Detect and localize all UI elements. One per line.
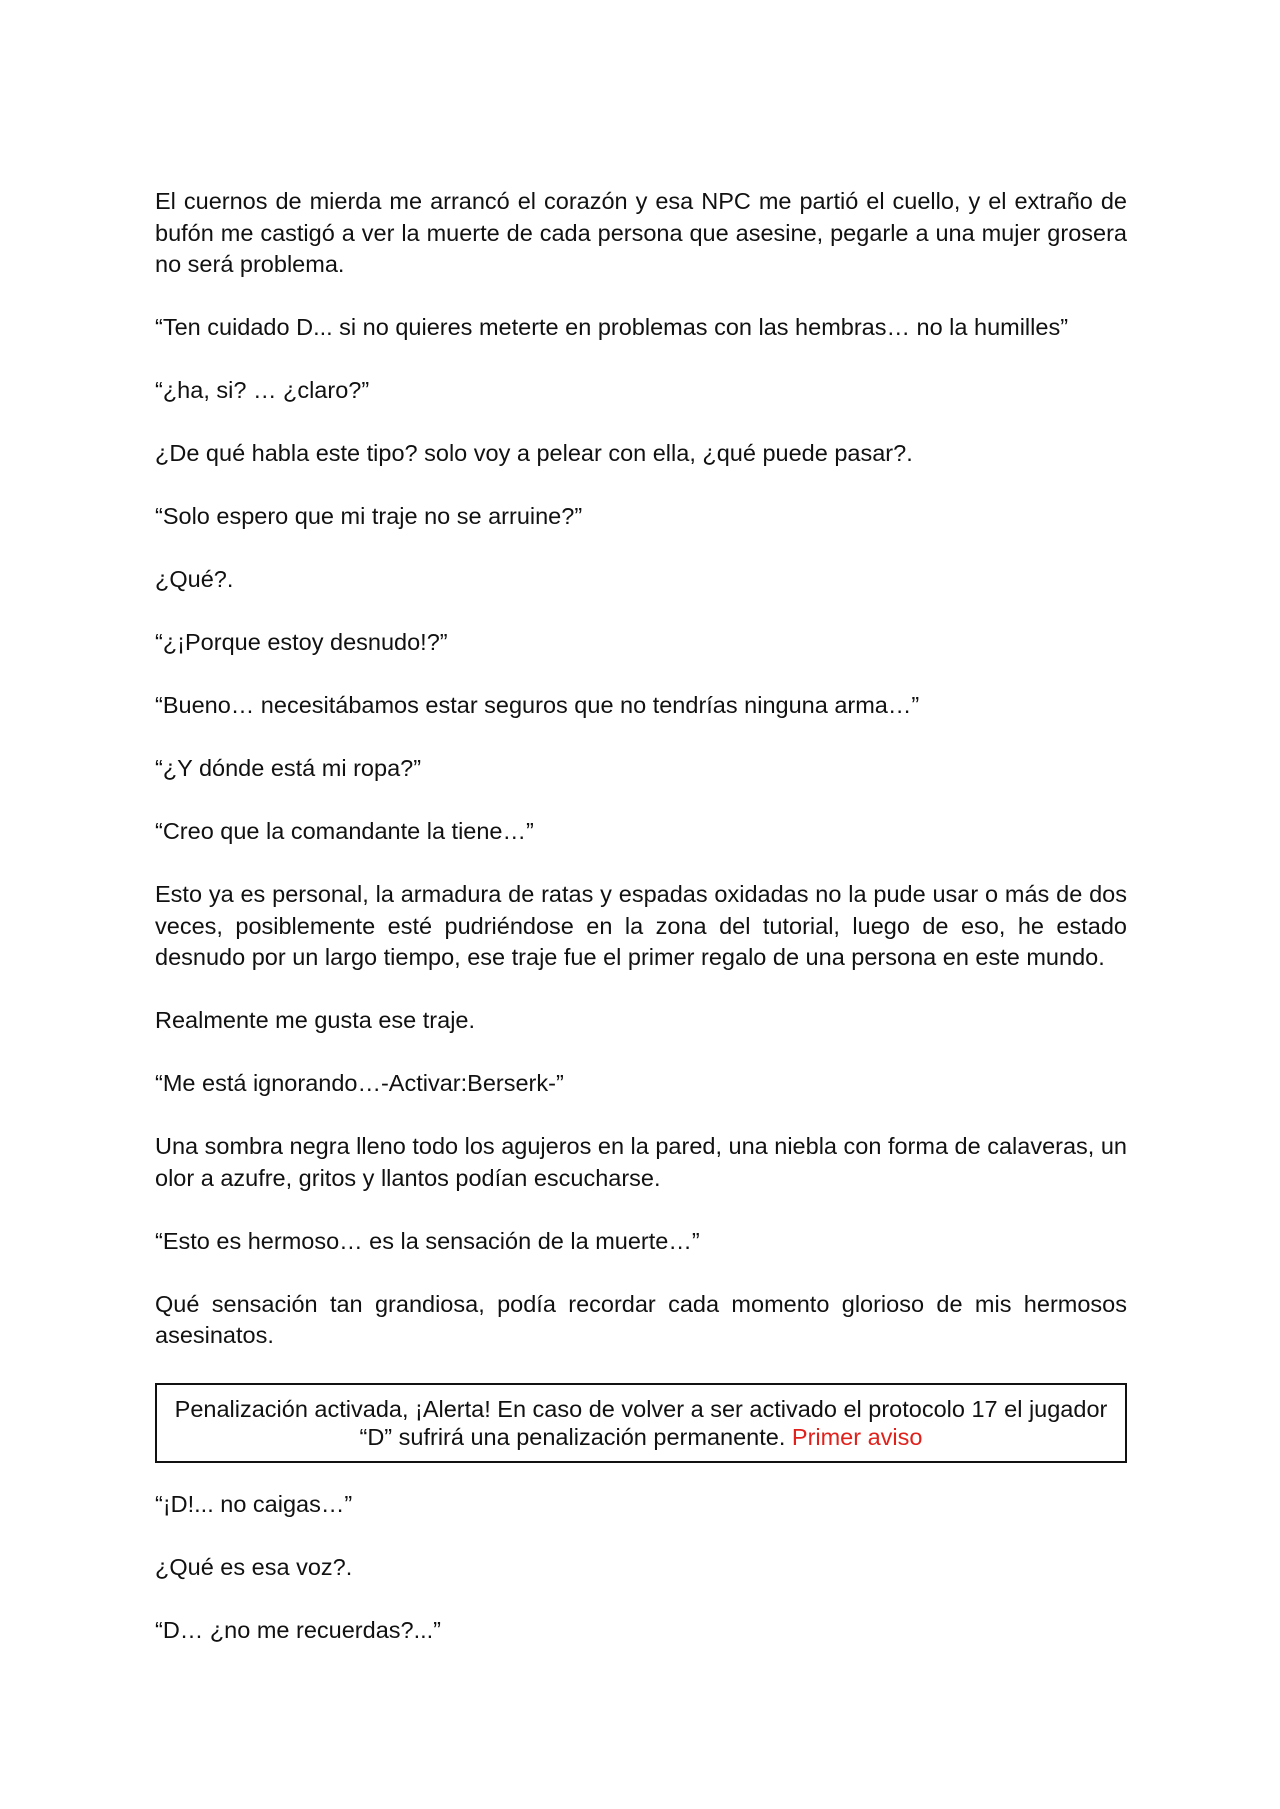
paragraph: “Ten cuidado D... si no quieres meterte en problemas con las hembras… no la humilles” xyxy=(155,314,1069,340)
notice-line-1: Penalización activada, ¡Alerta! En caso de volver a ser activado el protocolo 17 el jugador xyxy=(174,1396,1108,1422)
paragraphs-after xyxy=(155,1489,1127,1647)
paragraph: ¿De qué habla este tipo? solo voy a pelear con ella, ¿qué puede pasar?. xyxy=(155,440,913,466)
paragraph: ¿Qué?. xyxy=(155,566,234,592)
paragraph: Una sombra negra lleno todo los agujeros en la pared, una niebla con forma de calaveras, un olor a azufre, gritos y llantos podían escucharse. xyxy=(155,1133,1127,1191)
paragraphs-before xyxy=(155,186,1127,1352)
notice-alert-text: Primer aviso xyxy=(791,1424,923,1450)
paragraph: Esto ya es personal, la armadura de ratas y espadas oxidadas no la pude usar o más de dos veces, posiblemente esté pudriéndose en la zona del tutorial, luego de eso, he estado desnudo por un largo tiempo, ese traje fue el primer regalo de una persona en este mundo. xyxy=(155,881,1127,970)
paragraph: El cuernos de mierda me arrancó el corazón y esa NPC me partió el cuello, y el extraño de bufón me castigó a ver la muerte de cada persona que asesine, pegarle a una mujer grosera no será problema. xyxy=(155,188,1127,277)
paragraph: “Me está ignorando…-Activar:Berserk-” xyxy=(155,1070,564,1096)
paragraph: Qué sensación tan grandiosa, podía recordar cada momento glorioso de mis hermosos asesinatos. xyxy=(155,1290,1127,1348)
paragraph: “Solo espero que mi traje no se arruine?” xyxy=(155,503,583,529)
paragraph: ¿Qué es esa voz?. xyxy=(155,1554,353,1580)
document-page xyxy=(155,186,1127,1678)
paragraph: “¡D!... no caigas…” xyxy=(155,1491,353,1517)
paragraph: Realmente me gusta ese traje. xyxy=(155,1007,476,1033)
notice-line-2: “D” sufrirá una penalización permanente. xyxy=(359,1424,792,1450)
paragraph: “¿ha, si? … ¿claro?” xyxy=(155,377,370,403)
paragraph: “Esto es hermoso… es la sensación de la muerte…” xyxy=(155,1227,700,1254)
paragraph: “¿Y dónde está mi ropa?” xyxy=(155,755,422,781)
paragraph: “Creo que la comandante la tiene…” xyxy=(155,818,534,844)
paragraph: “¿¡Porque estoy desnudo!?” xyxy=(155,629,448,655)
penalty-notice-box xyxy=(155,1383,1127,1463)
paragraph: “D… ¿no me recuerdas?...” xyxy=(155,1617,442,1643)
paragraph: “Bueno… necesitábamos estar seguros que no tendrías ninguna arma…” xyxy=(155,692,920,718)
